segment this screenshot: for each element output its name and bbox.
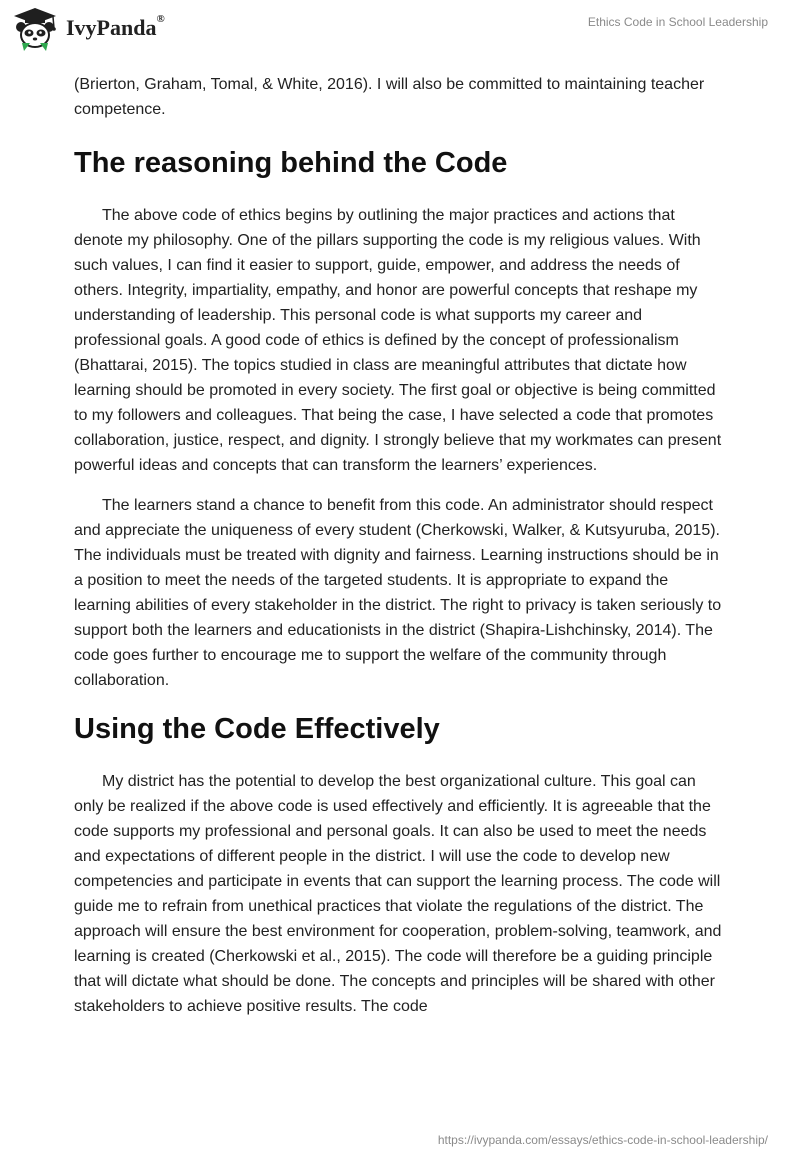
paragraph: The learners stand a chance to benefit from this code. An administrator should respect and appreciate the uniqueness of every student (Cherkowski, Walker, & Kutsyuruba, 2015). The individuals must be treated with dignity and fairness. Learning instructions should be in a position to meet the needs of the targeted students. It is appropriate to expand the learning abilities of every stakeholder in the district. The right to privacy is taken seriously to support both the learners and educationists in the district (Shapira-Lishchinsky, 2014). The code goes further to encourage me to support the welfare of the community through collaboration.: [74, 497, 722, 689]
section-heading-using-code: Using the Code Effectively: [74, 713, 440, 745]
section-heading-reasoning: The reasoning behind the Code: [74, 147, 508, 179]
source-url[interactable]: https://ivypanda.com/essays/ethics-code-in-school-leadership/: [437, 1133, 768, 1147]
panda-mascot-icon: [10, 6, 60, 52]
intro-continuation-paragraph: (Brierton, Graham, Tomal, & White, 2016). I will also be committed to maintaining teacher competence.: [74, 76, 705, 118]
paragraph: My district has the potential to develop the best organizational culture. This goal can only be realized if the above code is used effectively and efficiently. It is agreeable that the code supports my professional and personal goals. It can also be used to meet the needs and expectations of different people in the district. I will use the code to develop new competencies and participate in events that can support the learning process. The code will guide me to refrain from unethical practices that violate the regulations of the district. The approach will ensure the best environment for cooperation, problem-solving, teamwork, and learning is created (Cherkowski et al., 2015). The code will therefore be a guiding principle that will dictate what should be done. The concepts and principles will be shared with other stakeholders to achieve positive results. The code: [74, 773, 722, 1015]
brand-name: [66, 15, 165, 41]
paragraph: The above code of ethics begins by outlining the major practices and actions that denote my philosophy. One of the pillars supporting the code is my religious values. With such values, I can find it easier to support, guide, empower, and address the needs of others. Integrity, impartiality, empathy, and honor are powerful concepts that reshape my understanding of leadership. This personal code is what supports my career and professional goals. A good code of ethics is defined by the concept of professionalism (Bhattarai, 2015). The topics studied in class are meaningful attributes that dictate how learning should be promoted in every society. The first goal or objective is being committed to my followers and colleagues. That being the case, I have selected a code that promotes collaboration, justice, respect, and dignity. I strongly believe that my workmates can present powerful ideas and concepts that can transform the learners’ experiences.: [74, 207, 722, 474]
brand-name-text: IvyPanda: [66, 15, 157, 40]
page-header: [0, 0, 800, 60]
brand-registered-mark: ®: [156, 13, 165, 25]
document-title: Ethics Code in School Leadership: [587, 15, 768, 29]
essay-content: [74, 72, 726, 1034]
ivypanda-logo[interactable]: [10, 6, 165, 52]
